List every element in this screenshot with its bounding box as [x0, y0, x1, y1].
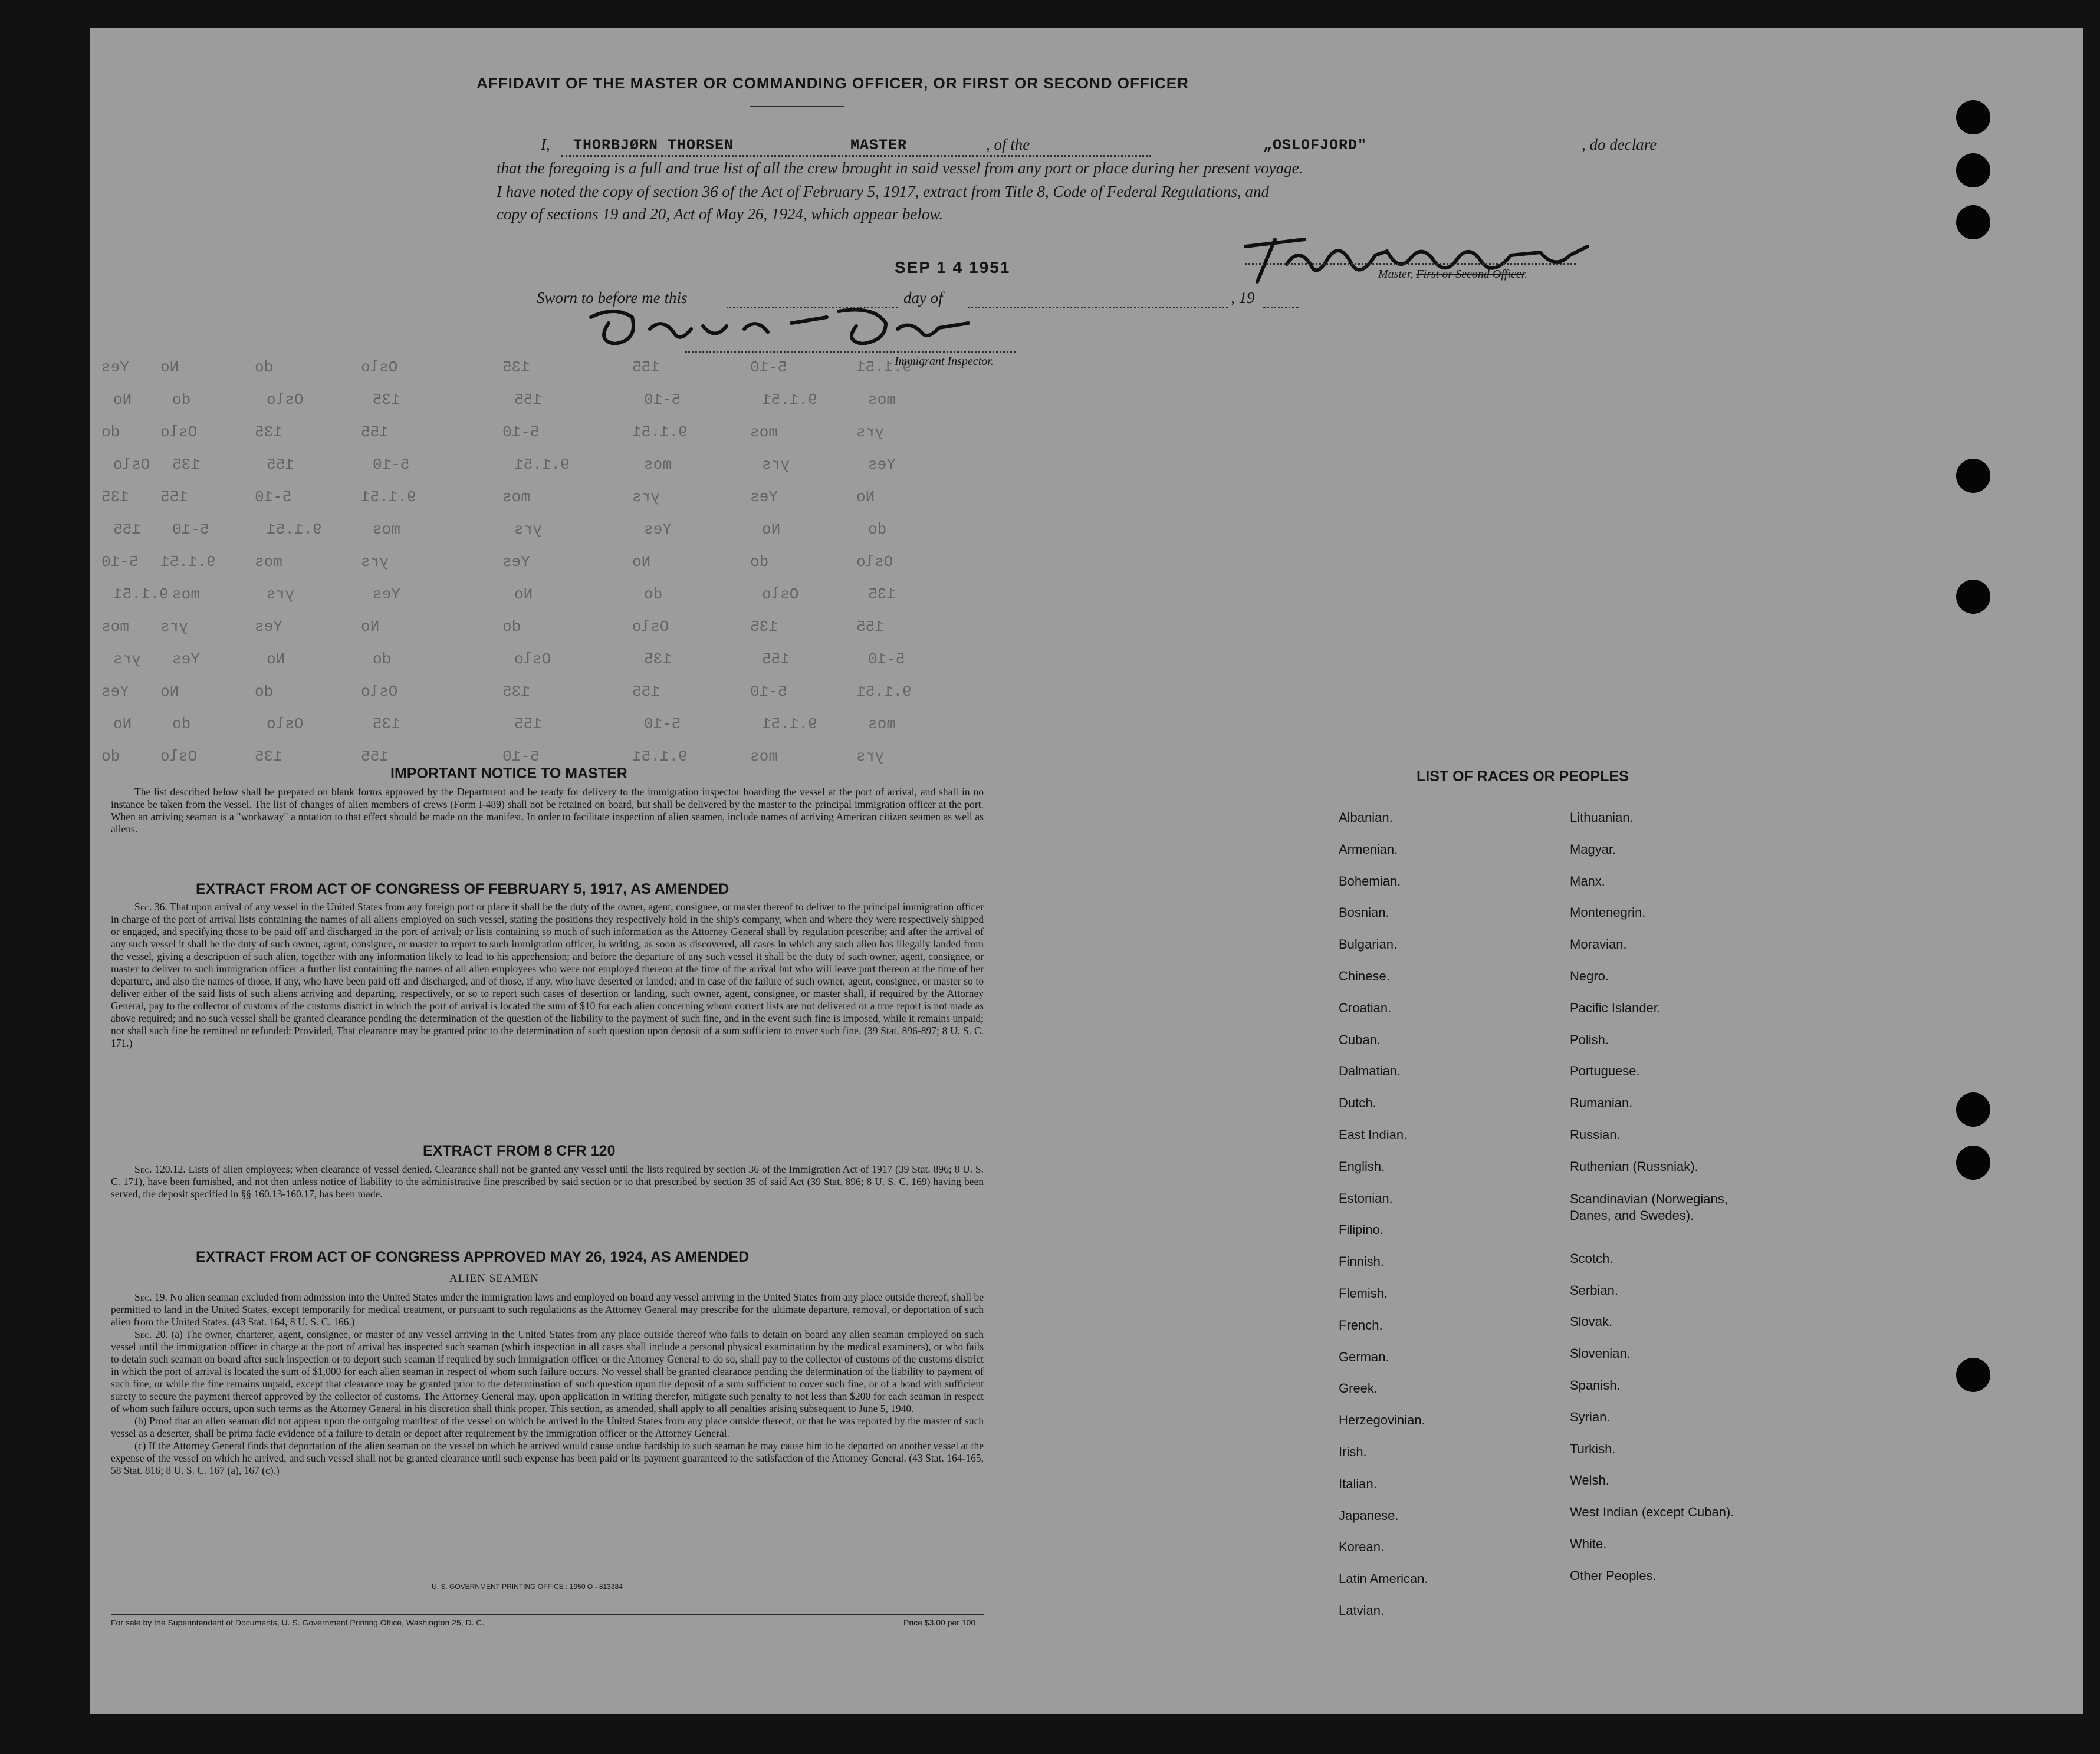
bleed-fragment: yrs	[762, 456, 790, 473]
footer-rule	[111, 1614, 984, 1615]
bleed-fragment: Yes	[373, 585, 400, 603]
bleed-fragment: 5-10	[255, 488, 292, 506]
race-left-item: Greek.	[1339, 1381, 1378, 1396]
bleed-fragment: yrs	[160, 618, 188, 636]
declaration-line-3: I have noted the copy of section 36 of the Act of February 5, 1917, extract from Title 8, Code of Federal Regulations, and	[497, 183, 1270, 200]
bleed-fragment: Oslo	[160, 423, 198, 441]
bleed-fragment: mos	[868, 391, 896, 409]
bleed-fragment: No	[632, 553, 651, 571]
bleed-fragment: Yes	[750, 488, 778, 506]
race-right-item: Rumanian.	[1570, 1095, 1633, 1111]
bleed-fragment: mos	[750, 748, 778, 765]
bleed-fragment: No	[113, 715, 132, 733]
bleed-fragment: Yes	[101, 358, 129, 376]
bleed-fragment: 5-10	[868, 650, 905, 668]
sworn-label: Sworn to before me this	[537, 289, 688, 307]
bleed-fragment: 5-10	[502, 748, 540, 765]
bleed-fragment: Yes	[255, 618, 282, 636]
race-left-item: Albanian.	[1339, 810, 1393, 825]
notice-body	[111, 786, 984, 835]
bleed-fragment: 135	[172, 456, 200, 473]
bleed-fragment: 135	[255, 423, 282, 441]
bleed-fragment: do	[868, 521, 887, 538]
bleed-fragment: 9.1.51	[361, 488, 416, 506]
bleed-fragment: yrs	[856, 748, 884, 765]
bleed-fragment: 135	[750, 618, 778, 636]
bleed-fragment: 9.1.51	[856, 358, 912, 376]
bleed-fragment: 9.1.51	[113, 585, 169, 603]
bleed-fragment: do	[172, 715, 191, 733]
bleed-fragment: Yes	[644, 521, 672, 538]
sec-36-label: Sec. 36.	[134, 901, 167, 913]
race-right-item: Slovak.	[1570, 1314, 1613, 1330]
race-right-item: Turkish.	[1570, 1441, 1616, 1456]
bleed-fragment: 135	[255, 748, 282, 765]
caption-master: Master,	[1378, 268, 1417, 281]
sec-36-text: That upon arrival of any vessel in the United States from any foreign port or place it shall be the duty of the owner, agent, consignee, or master thereof to deliver to the principal immigration officer in charge of the port of arrival lists containing the names of all aliens employed on such vessel, stating the positions they respectively hold in the ship's company, when and where they were respectively shipped or engaged, and specifying those to be paid off and discharged in the port of arrival; or lists containing so much of such information as the Attorney General shall by regulation prescribe; and after the arrival of any such vessel it shall be the duty of such owner, agent, consignee, or master to report to such immigration officer, in writing, as soon as discovered, all cases in which any such alien has illegally landed from the vessel, giving a description of such alien, together with any information likely to lead to his apprehension; and before the departure of any such vessel it shall be the duty of such owner, agent, consignee, or master to deliver to such immigration officer a further list containing the names of all alien employees who were not employed thereon at the time of the arrival but who will leave port thereon at the time of her departure, and also the names of those, if any, who have been paid off and discharged, and of those, if any, who have deserted or landed; and in case of the failure of such owner, agent, consignee, or master so to deliver either of the said lists of such aliens arriving and departing, respectively, or so to report such cases of desertion or landing, such owner, agent, consignee, or master shall, if required by the Attorney General, pay to the collector of customs of the customs district in which the port of arrival is located the sum of $10 for each alien concerning whom correct lists are not delivered or a true report is not made as above required; and no such vessel shall be granted clearance pending the determination of the question of the liability to the payment of such fine, and in the event such fine is imposed, while it remains unpaid; nor shall such fine be remitted or refunded: Provided, That clearance may be granted prior to the determination of such question upon deposit of a sum sufficient to cover such fine. (39 Stat. 896-897; 8 U. S. C. 171.)	[111, 901, 984, 1049]
race-right-item: Montenegrin.	[1570, 905, 1646, 920]
inspector-signature	[579, 300, 1004, 353]
race-right-item: Portuguese.	[1570, 1064, 1640, 1079]
race-left-item: Latvian.	[1339, 1603, 1385, 1618]
race-right-item: Magyar.	[1570, 841, 1616, 857]
sworn-year-line	[1263, 307, 1299, 308]
bleed-fragment: 135	[868, 585, 896, 603]
extract-1924-heading: EXTRACT FROM ACT OF CONGRESS APPROVED MAY 26, 1924, AS AMENDED	[196, 1249, 750, 1265]
race-right-item: Russian.	[1570, 1127, 1621, 1142]
race-left-item: Croatian.	[1339, 1000, 1392, 1015]
bleed-fragment: 135	[373, 715, 400, 733]
bleed-fragment: 155	[113, 521, 141, 538]
race-left-item: French.	[1339, 1317, 1383, 1332]
bleed-fragment: Yes	[172, 650, 200, 668]
bleed-fragment: do	[172, 391, 191, 409]
footer-sale-note: For sale by the Superintendent of Documents, U. S. Government Printing Office, Washington 25, D. C.	[111, 1618, 485, 1627]
bleed-fragment: mos	[101, 618, 129, 636]
sec-20-text: (a) The owner, charterer, agent, consignee, or master of any vessel arriving in the United States from any place outside thereof who fails to detain on board any alien seaman employed on such vessel until the immigration officer in charge at the port of arrival has inspected such seaman (which inspection in all cases shall include a personal physical examination by the medical examiners), or who fails to detain such seaman on board after such inspection or to deport such seaman if required by such immigration officer or the Attorney General to do so, shall pay to the collector of customs of the customs district in which the port of arrival is located the sum of $1,000 for each alien seaman in respect of whom such failure occurs. No vessel shall be granted clearance pending the determination of the liability to payment of such fine, or while the fine remains unpaid, except that clearance may be granted prior to the determination of such question upon the deposit of a sum sufficient to cover such fine, or of a bond with sufficient surety to secure the payment thereof approved by the collector of customs. The Attorney General may, upon application in writing therefor, mitigate such penalty to not less than $200 for each seaman in respect of whom such failure occurs, upon such terms as the Attorney General in his discretion shall think proper. This section, as amended, shall apply to all penalties arising subsequent to June 5, 1940.	[111, 1328, 984, 1414]
bleed-fragment: yrs	[514, 521, 542, 538]
bleed-fragment: yrs	[267, 585, 294, 603]
race-right-item: Other Peoples.	[1570, 1568, 1657, 1583]
bleed-fragment: mos	[255, 553, 282, 571]
race-left-item: Japanese.	[1339, 1508, 1399, 1523]
bleed-fragment: do	[101, 423, 120, 441]
title-underline	[750, 106, 844, 107]
race-right-item: Pacific Islander.	[1570, 1000, 1661, 1015]
race-right-item: Scandinavian (Norwegians, Danes, and Swedes).	[1570, 1191, 1728, 1223]
date-stamp: SEP 1 4 1951	[895, 258, 1011, 277]
declaration-do-declare: , do declare	[1582, 136, 1657, 153]
bleed-fragment: mos	[750, 423, 778, 441]
race-right-item: Welsh.	[1570, 1473, 1609, 1488]
bleed-fragment: Oslo	[160, 748, 198, 765]
race-left-item: Estonian.	[1339, 1190, 1393, 1206]
bleed-fragment: 155	[361, 423, 389, 441]
bleed-fragment: 9.1.51	[160, 553, 216, 571]
notice-text: The list described below shall be prepared on blank forms approved by the Department and be ready for delivery to the immigration inspector boarding the vessel at the port of arrival, and shall in no instance be taken from the vessel. The list of changes of alien members of crews (Form I-489) shall not be retained on board, but shall be delivered by the master to the principal immigration officer at the port. When an arriving seaman is a "workaway" a notation to that effect should be made on the manifest. In order to facilitate inspection of alien seamen, include names of arriving American citizen seamen as well as aliens.	[111, 786, 984, 835]
race-left-item: Dalmatian.	[1339, 1064, 1401, 1079]
bleed-fragment: No	[514, 585, 533, 603]
race-left-item: East Indian.	[1339, 1127, 1408, 1142]
race-right-item: Polish.	[1570, 1032, 1609, 1047]
race-left-item: Herzegovinian.	[1339, 1413, 1425, 1428]
sec-19-label: Sec. 19.	[134, 1291, 167, 1303]
bleed-fragment: No	[361, 618, 380, 636]
bleed-fragment: mos	[373, 521, 400, 538]
bleed-fragment: No	[160, 358, 179, 376]
bleed-fragment: No	[856, 488, 875, 506]
year-label: , 19	[1231, 289, 1255, 307]
bleed-fragment: Oslo	[514, 650, 551, 668]
bleed-fragment: yrs	[856, 423, 884, 441]
bleed-fragment: mos	[868, 715, 896, 733]
sec-20-para-b: (b) Proof that an alien seaman did not appear upon the outgoing manifest of the vessel on which he arrived in the United States from any place outside thereof, or that he was reported by the master of such vessel as a deserter, shall be prima facie evidence of a failure to detain or deport after requirement by the immigration officer or the Attorney General.	[111, 1415, 984, 1439]
bleed-fragment: do	[255, 358, 274, 376]
bleed-fragment: 5-10	[172, 521, 209, 538]
race-right-item: Slovenian.	[1570, 1346, 1631, 1361]
bleed-fragment: Oslo	[361, 358, 398, 376]
declaration-i: I,	[541, 136, 550, 153]
punch-hole	[1956, 580, 1990, 614]
sec-120-label: Sec. 120.12.	[134, 1163, 186, 1175]
name-underline	[561, 155, 1151, 157]
race-left-item: Armenian.	[1339, 841, 1398, 857]
day-of-label: day of	[903, 289, 943, 307]
bleed-fragment: Oslo	[267, 391, 304, 409]
race-right-item: Syrian.	[1570, 1409, 1611, 1424]
inspector-caption: Immigrant Inspector.	[895, 355, 994, 368]
bleed-fragment: No	[160, 683, 179, 700]
bleed-fragment: 9.1.51	[632, 748, 688, 765]
bleed-fragment: Yes	[502, 553, 530, 571]
bleed-fragment: mos	[502, 488, 530, 506]
bleed-fragment: 5-10	[101, 553, 139, 571]
bleed-fragment: 9.1.51	[514, 456, 570, 473]
races-heading: LIST OF RACES OR PEOPLES	[1417, 768, 1629, 785]
bleed-fragment: mos	[644, 456, 672, 473]
bleed-fragment: No	[267, 650, 285, 668]
punch-hole	[1956, 100, 1990, 134]
bleed-fragment: Oslo	[856, 553, 893, 571]
punch-hole	[1956, 1358, 1990, 1392]
punch-hole	[1956, 1092, 1990, 1127]
bleed-fragment: 135	[373, 391, 400, 409]
declaration-of-the: , of the	[986, 136, 1030, 153]
notice-heading: IMPORTANT NOTICE TO MASTER	[390, 765, 627, 782]
bleed-fragment: Oslo	[267, 715, 304, 733]
bleed-fragment: 5-10	[644, 391, 681, 409]
master-signature-caption	[1378, 268, 1527, 281]
declaration-line-4: copy of sections 19 and 20, Act of May 26, 1924, which appear below.	[497, 205, 944, 223]
bleed-fragment: 155	[514, 715, 542, 733]
master-name: THORBJØRN THORSEN	[573, 137, 734, 154]
race-right-item: Negro.	[1570, 969, 1609, 983]
race-right-item: Scotch.	[1570, 1250, 1613, 1266]
affidavit-title: AFFIDAVIT OF THE MASTER OR COMMANDING OFFICER, OR FIRST OR SECOND OFFICER	[476, 74, 1189, 92]
bleed-fragment: 9.1.51	[267, 521, 322, 538]
bleed-fragment: 5-10	[644, 715, 681, 733]
race-right-item: Manx.	[1570, 873, 1605, 888]
vessel-name: „OSLOFJORD"	[1263, 137, 1368, 154]
sec-19-text: No alien seaman excluded from admission into the United States under the immigration laws and employed on board any vessel arriving in the United States from any place outside thereof, shall be permitted to land in the United States, except temporarily for medical treatment, or pursuant to such regulations as the Attorney General may prescribe for the ultimate departure, removal, or deportation of such alien from the United States. (43 Stat. 164, 8 U. S. C. 166.)	[111, 1291, 984, 1328]
extract-1917-body	[111, 901, 984, 1049]
bleed-fragment: do	[644, 585, 663, 603]
punch-hole	[1956, 1146, 1990, 1180]
bleed-fragment: 5-10	[750, 358, 787, 376]
bleed-fragment: Yes	[101, 683, 129, 700]
race-left-item: German.	[1339, 1349, 1389, 1364]
race-right-item: Ruthenian (Russniak).	[1570, 1159, 1698, 1174]
extract-1917-heading: EXTRACT FROM ACT OF CONGRESS OF FEBRUARY 5, 1917, AS AMENDED	[196, 881, 729, 897]
race-left-item: Chinese.	[1339, 969, 1390, 983]
declaration-line-2: that the foregoing is a full and true list of all the crew brought in said vessel from any port or place during her present voyage.	[497, 159, 1303, 177]
master-signature-line	[1245, 263, 1576, 265]
bleed-fragment: do	[101, 748, 120, 765]
bleed-fragment: 155	[762, 650, 790, 668]
race-left-item: Flemish.	[1339, 1286, 1388, 1301]
race-right-item: Moravian.	[1570, 937, 1627, 952]
race-left-item: Bosnian.	[1339, 905, 1389, 920]
bleed-fragment: 135	[101, 488, 129, 506]
race-left-item: Latin American.	[1339, 1571, 1428, 1587]
race-left-item: Irish.	[1339, 1444, 1367, 1459]
bleed-fragment: do	[255, 683, 274, 700]
caption-first-second-officer: First or Second Officer	[1416, 268, 1525, 281]
race-left-item: Cuban.	[1339, 1032, 1381, 1047]
bleed-fragment: 155	[267, 456, 294, 473]
footer-price: Price $3.00 per 100	[903, 1618, 976, 1627]
bleed-fragment: 9.1.51	[762, 391, 817, 409]
bleed-fragment: yrs	[113, 650, 141, 668]
bleed-fragment: Oslo	[632, 618, 669, 636]
bleed-fragment: 135	[644, 650, 672, 668]
bleed-fragment: yrs	[632, 488, 660, 506]
inspector-signature-line	[685, 351, 1016, 353]
bleed-fragment: 155	[361, 748, 389, 765]
sec-20-label: Sec. 20.	[134, 1328, 168, 1340]
bleed-fragment: 155	[632, 683, 660, 700]
bleed-fragment: 5-10	[373, 456, 410, 473]
document-page	[90, 28, 2083, 1714]
gpo-imprint: U. S. GOVERNMENT PRINTING OFFICE : 1950 O - 813384	[432, 1582, 623, 1591]
bleed-fragment: 155	[856, 618, 884, 636]
bleed-fragment: 155	[160, 488, 188, 506]
sec-120-text: Lists of alien employees; when clearance of vessel denied. Clearance shall not be granted any vessel until the lists required by section 36 of the Immigration Act of 1917 (39 Stat. 896; 8 U. S. C. 171), have been furnished, and not then unless notice of liability to the administrative fine prescribed by said section or to that prescribed by section 35 of said Act (39 Stat. 896; 8 U. S. C. 169) having been served, the deposit specified in §§ 160.13-160.17, has been made.	[111, 1163, 984, 1200]
bleed-fragment: do	[502, 618, 521, 636]
bleed-fragment: 135	[502, 683, 530, 700]
bleed-fragment: Yes	[868, 456, 896, 473]
bleed-fragment: 155	[514, 391, 542, 409]
race-right-item: White.	[1570, 1536, 1607, 1552]
bleed-fragment: 5-10	[502, 423, 540, 441]
bleed-fragment: 135	[502, 358, 530, 376]
bleed-fragment: do	[373, 650, 392, 668]
caption-period: .	[1524, 268, 1528, 281]
punch-hole	[1956, 153, 1990, 187]
punch-hole	[1956, 459, 1990, 493]
bleed-fragment: No	[762, 521, 781, 538]
race-left-item: Finnish.	[1339, 1254, 1385, 1269]
race-left-item: Dutch.	[1339, 1095, 1376, 1111]
bleed-fragment: 5-10	[750, 683, 787, 700]
bleed-fragment: mos	[172, 585, 200, 603]
bleed-fragment: Oslo	[762, 585, 799, 603]
alien-seamen-subheading: ALIEN SEAMEN	[449, 1272, 539, 1285]
bleed-fragment: 9.1.51	[762, 715, 817, 733]
bleed-fragment: Oslo	[361, 683, 398, 700]
race-right-item: Lithuanian.	[1570, 810, 1634, 825]
extract-1924-body	[111, 1291, 984, 1477]
bleed-fragment: 155	[632, 358, 660, 376]
race-left-item: Filipino.	[1339, 1222, 1383, 1238]
race-right-item: West Indian (except Cuban).	[1570, 1505, 1734, 1520]
sworn-month-line	[968, 307, 1228, 308]
race-left-item: Italian.	[1339, 1476, 1377, 1491]
bleed-fragment: 9.1.51	[856, 683, 912, 700]
race-left-item: Bohemian.	[1339, 873, 1401, 888]
master-rank: MASTER	[850, 137, 908, 154]
extract-cfr-heading: EXTRACT FROM 8 CFR 120	[423, 1143, 616, 1159]
bleed-fragment: Oslo	[113, 456, 150, 473]
race-left-item: Korean.	[1339, 1539, 1385, 1555]
race-right-item: Serbian.	[1570, 1282, 1618, 1298]
bleed-fragment: No	[113, 391, 132, 409]
bleed-fragment: do	[750, 553, 769, 571]
extract-cfr-body	[111, 1163, 984, 1200]
punch-hole	[1956, 205, 1990, 239]
bleed-fragment: yrs	[361, 553, 389, 571]
bleed-fragment: 9.1.51	[632, 423, 688, 441]
race-left-item: Bulgarian.	[1339, 937, 1398, 952]
race-right-item: Spanish.	[1570, 1378, 1621, 1393]
race-left-item: English.	[1339, 1159, 1385, 1174]
sec-20-para-c: (c) If the Attorney General finds that deportation of the alien seaman on the vessel on which he arrived would cause undue hardship to such seaman he may cause him to be deported on another vessel at the expense of the vessel on which he arrived, and such vessel shall not be granted clearance until such expense has been paid or its payment guaranteed to the satisfaction of the Attorney General. (43 Stat. 164-165, 58 Stat. 816; 8 U. S. C. 167 (a), 167 (c).)	[111, 1440, 984, 1476]
